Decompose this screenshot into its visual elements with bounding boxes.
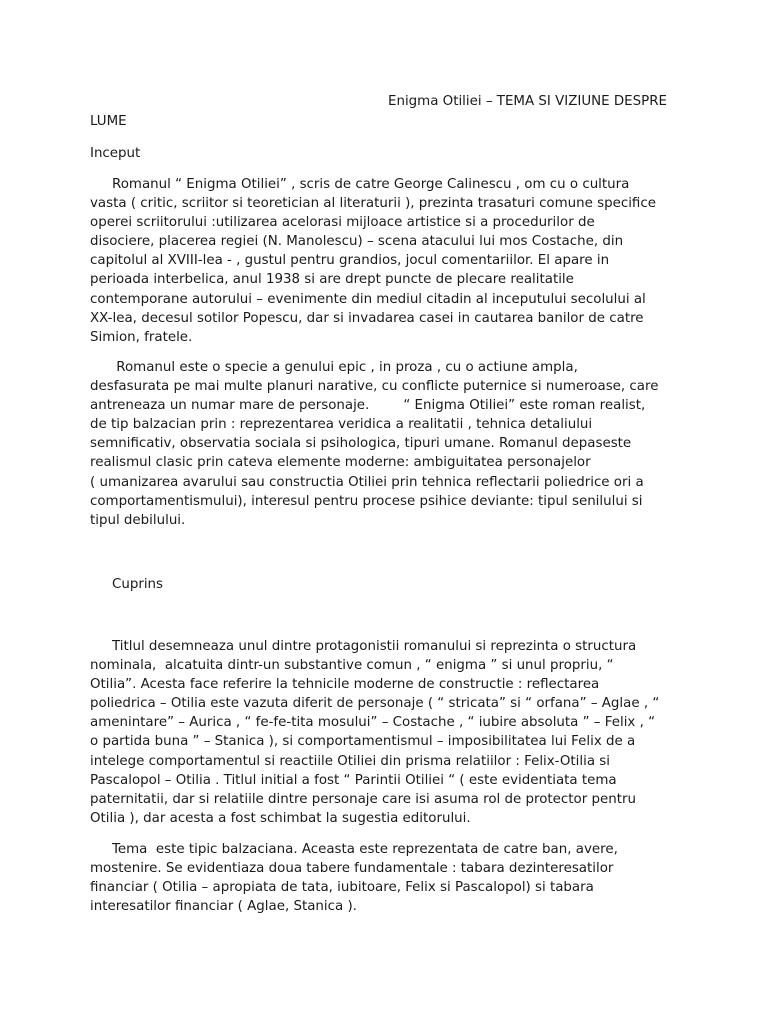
paragraph-line: Romanul este o specie a genului epic , in proza , cu o actiune ampla, — [112, 360, 578, 375]
paragraph-line: comportamentismului), interesul pentru procese psihice deviante: tipul senilului si — [90, 493, 643, 509]
paragraph-titlul — [90, 637, 680, 828]
paragraph-line: Simion, fratele. — [90, 329, 193, 345]
paragraph-line: mostenire. Se evidentiaza doua tabere fundamentale : tabara dezinteresatilor — [90, 861, 614, 877]
paragraph-line: de tip balzacian prin : reprezentarea veridica a realitatii , tehnica detaliului — [90, 417, 593, 433]
paragraph-line: Pascalopol – Otilia . Titlul initial a fost “ Parintii Otiliei “ ( este evidentiata tema — [90, 772, 617, 788]
paragraph-line: Otilia”. Acesta face referire la tehnicile moderne de constructie : reflectarea — [90, 677, 600, 693]
paragraph-line: Titlul desemneaza unul dintre protagonistii romanului si reprezinta o structura — [112, 639, 637, 654]
paragraph-specie — [90, 358, 680, 530]
paragraph-line: capitolul al XVIII-lea - , gustul pentru grandios, jocul comentariilor. El apare in — [90, 253, 610, 269]
paragraph-line: semnificativ, observatia sociala si psihologica, tipuri umane. Romanul depaseste — [90, 436, 632, 452]
paragraph-line: interesatilor financiar ( Aglae, Stanica ). — [90, 899, 357, 915]
paragraph-line: Romanul “ Enigma Otiliei” , scris de catre George Calinescu , om cu o cultura — [112, 177, 630, 192]
paragraph-line: Otilia ), dar acesta a fost schimbat la sugestia editorului. — [90, 810, 471, 826]
paragraph-line: poliedrica – Otilia este vazuta diferit de personaje ( “ stricata” si “ orfana” – Aglae , “ — [90, 696, 660, 712]
section-heading-inceput: Inceput — [90, 146, 141, 161]
paragraph-line: intelege comportamentul si reactiile Otiliei din prisma relatiilor : Felix-Otilia si — [90, 753, 610, 769]
paragraph-line: contemporane autorului – evenimente din mediul citadin al inceputului secolului al — [90, 291, 646, 307]
paragraph-line: perioada interbelica, anul 1938 si are drept puncte de plecare realitatile — [90, 272, 574, 288]
paragraph-line: Tema este tipic balzaciana. Aceasta este reprezentata de catre ban, avere, — [112, 842, 618, 857]
paragraph-line: vasta ( critic, scriitor si teoretician al literaturii ), prezinta trasaturi comune specifice — [90, 196, 656, 212]
paragraph-line: ( umanizarea avarului sau constructia Otiliei prin tehnica reflectarii poliedrice ori a — [90, 474, 644, 490]
paragraph-tema — [90, 840, 680, 916]
paragraph-line: desfasurata pe mai multe planuri narative, cu conflicte puternice si numeroase, care — [90, 379, 659, 395]
paragraph-line: o partida buna ” – Stanica ), si comportamentismul – imposibilitatea lui Felix de a — [90, 734, 636, 750]
section-heading-cuprins: Cuprins — [112, 577, 164, 592]
paragraph-line: nominala, alcatuita dintr-un substantive comun , “ enigma ” si unul propriu, “ — [90, 658, 614, 674]
paragraph-line: operei scriitorului :utilizarea acelorasi mijloace artistice si a procedurilor de — [90, 215, 595, 231]
paragraph-line: antreneaza un numar mare de personaje. “ Enigma Otiliei” este roman realist, — [90, 398, 646, 414]
paragraph-line: tipul debilului. — [90, 512, 186, 528]
paragraph-intro — [90, 175, 680, 347]
paragraph-line: realismul clasic prin cateva elemente moderne: ambiguitatea personajelor — [90, 455, 591, 471]
paragraph-line: paternitatii, dar si relatiile dintre personaje care isi asuma rol de protector pentru — [90, 791, 636, 807]
paragraph-line: XX-lea, decesul sotilor Popescu, dar si invadarea casei in cautarea banilor de catre — [90, 310, 644, 326]
document-title: Enigma Otiliei – TEMA SI VIZIUNE DESPRE — [388, 94, 667, 109]
paragraph-line: amenintare” – Aurica , “ fe-fe-tita mosului” – Costache , “ iubire absoluta ” – Felix , “ — [90, 715, 656, 731]
document-title-continuation: LUME — [90, 114, 127, 129]
paragraph-line: financiar ( Otilia – apropiata de tata, iubitoare, Felix si Pascalopol) si tabara — [90, 880, 594, 896]
paragraph-line: disociere, placerea regiei (N. Manolescu) – scena atacului lui mos Costache, din — [90, 234, 624, 250]
